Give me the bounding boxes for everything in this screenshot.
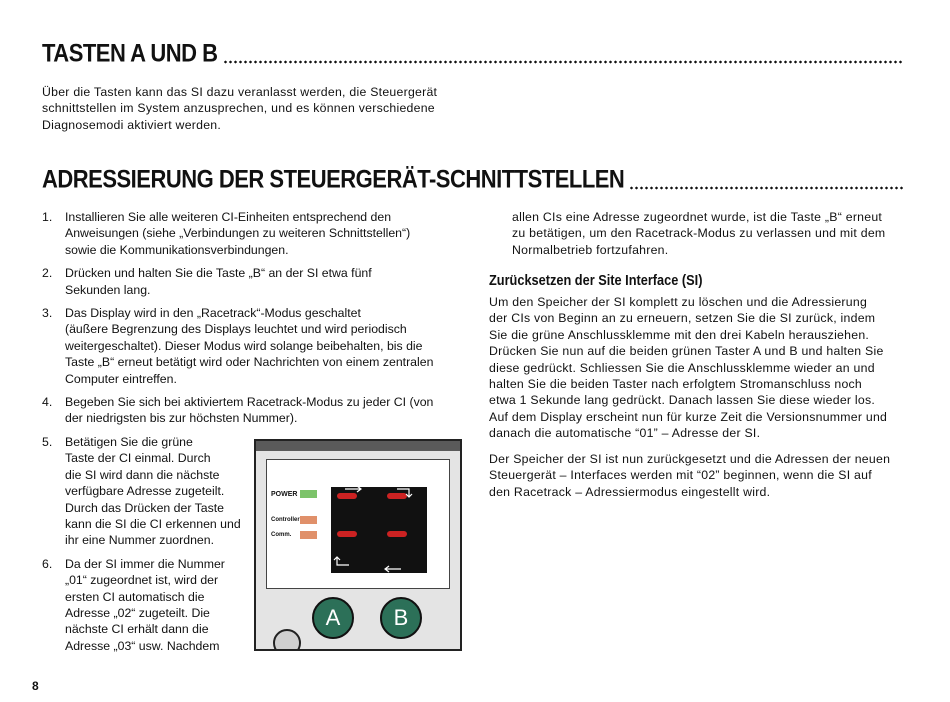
button-b[interactable]: B <box>380 597 422 639</box>
list-item <box>42 209 462 258</box>
list-item <box>42 394 462 427</box>
text-line: weitergeschaltet). Dieser Modus wird solange beibehalten, bis die <box>65 338 423 353</box>
power-led <box>300 490 317 498</box>
text-line: diese gedrückt. Schliessen Sie die Anschlussklemme wieder an und <box>489 360 875 375</box>
step-number: 6. <box>42 556 53 571</box>
device-top-bar <box>256 441 460 451</box>
text-line: Steuergerät – Interfaces werden mit “02” beginnen, wenn die SI auf <box>489 468 872 483</box>
controller-led <box>300 516 317 524</box>
text-line: danach die automatische “01” – Adresse der SI. <box>489 426 761 441</box>
step-number: 3. <box>42 306 53 321</box>
comm-led <box>300 531 317 539</box>
heading-text: ADRESSIERUNG DER STEUERGERÄT-SCHNITTSTELLEN <box>42 165 625 194</box>
text-line: nächste CI erhält dann die <box>65 622 209 637</box>
text-line: Adresse „02“ zugeteilt. Die <box>65 605 210 620</box>
site-interface-illustration <box>254 439 460 649</box>
text-line: ersten CI automatisch die <box>65 589 205 604</box>
text-line: Da der SI immer die Nummer <box>65 556 225 571</box>
step-number: 2. <box>42 266 53 281</box>
heading-text: TASTEN A UND B <box>42 39 218 68</box>
text-line: Begeben Sie sich bei aktiviertem Racetrack-Modus zu jeder CI (von <box>65 395 434 410</box>
power-label: POWER <box>271 491 298 498</box>
text-line: allen CIs eine Adresse zugeordnet wurde, ist die Taste „B“ erneut <box>512 210 883 224</box>
text-line: Drücken und halten Sie die Taste „B“ an der SI etwa fünf <box>65 266 372 281</box>
text-line: Taste „B“ erneut betätigt wird oder Nachrichten von einem zentralen <box>65 355 434 370</box>
racetrack-arrows-icon <box>331 487 427 573</box>
section-heading-tasten <box>42 36 904 66</box>
text-line: etwa 1 Sekunde lang gedrückt. Danach lassen Sie diese wieder los. <box>489 393 876 408</box>
text-line: den Racetrack – Adressiermodus eingestellt wird. <box>489 484 771 499</box>
text-line: Normalbetrieb fortzufahren. <box>512 242 669 257</box>
step-number: 5. <box>42 434 53 449</box>
text-line: Sie die grüne Anschlussklemme mit den drei Kabeln herausziehen. <box>489 327 870 342</box>
list-item <box>42 265 462 298</box>
segment-display <box>331 487 427 573</box>
text-line: Über die Tasten kann das SI dazu veranlasst werden, die Steuergerät <box>42 85 438 99</box>
text-line: Auf dem Display erscheint nun für kurze Zeit die Versionsnummer und <box>489 409 888 424</box>
text-line: Anweisungen (siehe „Verbindungen zu weiteren Schnittstellen“) <box>65 226 411 241</box>
button-a[interactable]: A <box>312 597 354 639</box>
step-number: 1. <box>42 210 53 224</box>
text-line: die SI wird dann die nächste <box>65 467 220 482</box>
step-6-continuation <box>512 209 912 258</box>
text-line: Der Speicher der SI ist nun zurückgesetzt und die Adressen der neuen <box>489 452 891 466</box>
text-line: sowie die Kommunikationsverbindungen. <box>65 242 289 257</box>
text-line: zu betätigen, um den Racetrack-Modus zu verlassen und mit dem <box>512 226 886 241</box>
list-item <box>42 556 247 654</box>
section-heading-adressierung <box>42 162 904 192</box>
text-line: der niedrigsten bis zur höchsten Nummer). <box>65 411 298 426</box>
final-paragraph <box>489 451 929 500</box>
text-line: Diagnosemodi aktiviert werden. <box>42 117 222 132</box>
list-item <box>42 305 462 387</box>
text-line: Durch das Drücken der Taste <box>65 500 225 515</box>
text-line: „01“ zugeordnet ist, wird der <box>65 573 219 588</box>
text-line: kann die SI die CI erkennen und <box>65 516 241 531</box>
text-line: Computer eintreffen. <box>65 371 177 386</box>
text-line: halten Sie die beiden Taster nach erfolgtem Stromanschluss noch <box>489 377 863 392</box>
text-line: Taste der CI einmal. Durch <box>65 451 211 466</box>
controller-label: Controller <box>271 517 300 523</box>
text-line: Sekunden lang. <box>65 282 151 297</box>
intro-paragraph <box>42 84 482 133</box>
text-line: Betätigen Sie die grüne <box>65 434 193 449</box>
comm-label: Comm. <box>271 532 292 538</box>
text-line: der CIs von Beginn an zu erneuern, setzen Sie die SI zurück, indem <box>489 311 876 326</box>
text-line: (äußere Begrenzung des Displays leuchtet und wird periodisch <box>65 322 407 337</box>
text-line: Um den Speicher der SI komplett zu löschen und die Adressierung <box>489 295 868 309</box>
text-line: Adresse „03“ usw. Nachdem <box>65 638 220 653</box>
device-front-panel <box>266 459 450 589</box>
screw-icon <box>273 629 301 651</box>
text-line: Installieren Sie alle weiteren CI-Einheiten entsprechend den <box>65 210 392 224</box>
text-line: schnittstellen im System anzusprechen, und es können verschiedene <box>42 101 435 116</box>
device-housing <box>254 439 462 651</box>
reset-paragraph <box>489 294 929 442</box>
text-line: ihr eine Nummer zuordnen. <box>65 533 214 548</box>
text-line: Das Display wird in den „Racetrack“-Modus geschaltet <box>65 306 361 321</box>
dotted-leader <box>223 60 904 64</box>
step-number: 4. <box>42 395 53 410</box>
dotted-leader <box>629 186 904 190</box>
list-item <box>42 434 247 549</box>
reset-heading: Zurücksetzen der Site Interface (SI) <box>489 273 703 289</box>
page-number: 8 <box>32 679 39 693</box>
text-line: Drücken Sie nun auf die beiden grünen Taster A und B und halten Sie <box>489 344 884 359</box>
text-line: verfügbare Adresse zugeteilt. <box>65 484 225 499</box>
